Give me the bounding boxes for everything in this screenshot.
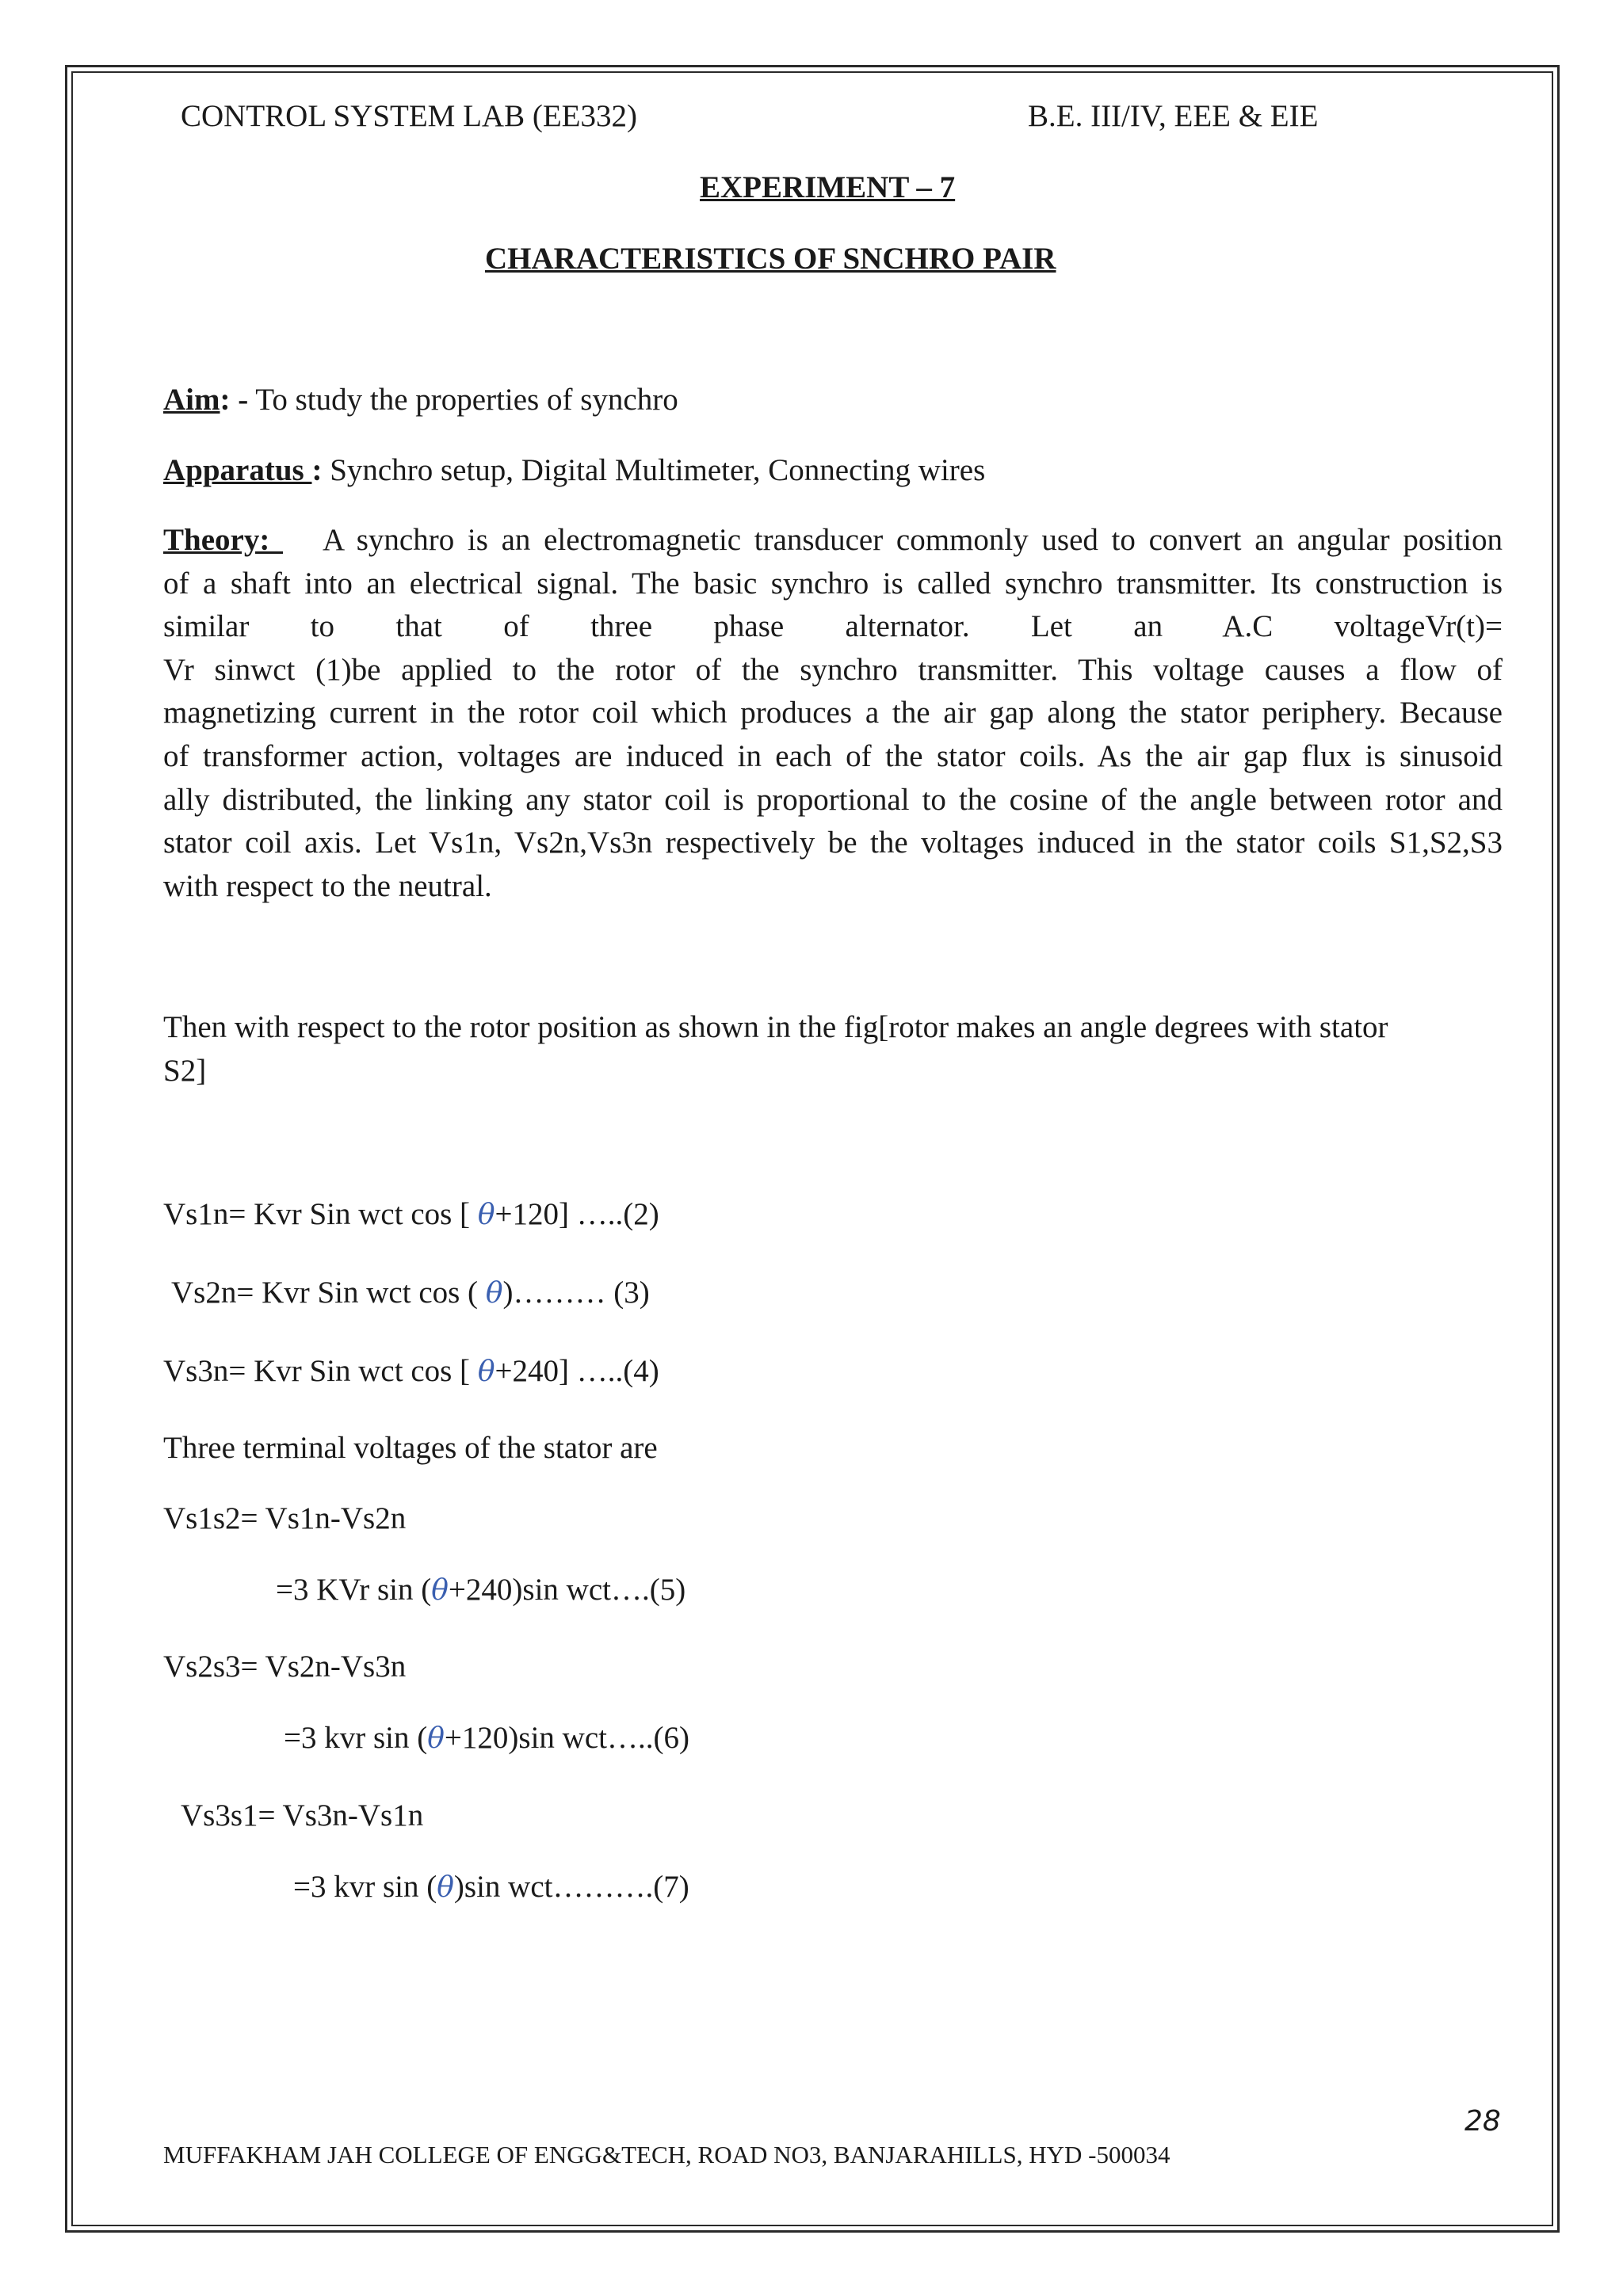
- equation-2: [163, 1199, 659, 1230]
- equation-7: [293, 1871, 689, 1902]
- apparatus-separator: :: [311, 453, 323, 487]
- header-course: CONTROL SYSTEM LAB (EE332): [181, 99, 637, 133]
- theta-symbol: θ: [431, 1574, 449, 1607]
- theory-paragraph: [163, 519, 1503, 908]
- theory-line-2: of a shaft into an electrical signal. The basic synchro is called synchro transmitter. Its construction is: [163, 566, 1503, 601]
- apparatus-line: [163, 455, 985, 486]
- theory-line-6: of transformer action, voltages are induced in each of the stator coils. As the air gap flux is sinusoid: [163, 738, 1503, 773]
- theory-line-9: with respect to the neutral.: [163, 868, 492, 903]
- vs1s2-definition: Vs1s2= Vs1n-Vs2n: [163, 1501, 407, 1535]
- experiment-subtitle: CHARACTERISTICS OF SNCHRO PAIR: [485, 242, 1056, 276]
- aim-text: To study the properties of synchro: [248, 383, 678, 417]
- footer-address: MUFFAKHAM JAH COLLEGE OF ENGG&TECH, ROAD NO3, BANJARAHILLS, HYD -500034: [163, 2141, 1170, 2168]
- page-number: 28: [1465, 2105, 1501, 2138]
- equation-3: [171, 1277, 650, 1308]
- equation-5: [276, 1574, 685, 1605]
- eq2-lhs: Vs1n= Kvr Sin wct cos [: [163, 1197, 478, 1231]
- theory-line-7: ally distributed, the linking any stator coil is proportional to the cosine of the angle between rotor and: [163, 782, 1503, 817]
- theory-line-8: stator coil axis. Let Vs1n, Vs2n,Vs3n respectively be the voltages induced in the stator coils S1,S2,S3: [163, 826, 1503, 860]
- rotor-position-line-1: Then with respect to the rotor position as shown in the fig[rotor makes an angle degrees with stator: [163, 1010, 1388, 1044]
- aim-separator: : -: [220, 383, 249, 417]
- theta-symbol: θ: [485, 1277, 503, 1310]
- theory-vr-label: Vr(t)=: [1425, 609, 1503, 644]
- terminal-voltages-intro: Three terminal voltages of the stator are: [163, 1431, 658, 1465]
- theory-line-4: Vr sinwct (1)be applied to the rotor of the synchro transmitter. This voltage causes a flow of: [163, 652, 1503, 687]
- rotor-position-line-2: S2]: [163, 1054, 207, 1088]
- equation-4: [163, 1356, 659, 1386]
- theta-symbol: θ: [437, 1871, 454, 1904]
- theory-line-3: [163, 605, 1503, 649]
- theory-text-1: A synchro is an electromagnetic transducer commonly used to convert an angular position: [323, 523, 1503, 557]
- vs2s3-definition: Vs2s3= Vs2n-Vs3n: [163, 1650, 407, 1684]
- experiment-title: EXPERIMENT – 7: [700, 170, 956, 204]
- eq6-lhs: =3 kvr sin (: [284, 1721, 428, 1755]
- eq6-rhs: +120)sin wct…..(6): [444, 1721, 689, 1755]
- theory-label: Theory:: [163, 523, 283, 557]
- eq3-lhs: Vs2n= Kvr Sin wct cos (: [171, 1276, 486, 1310]
- eq7-lhs: =3 kvr sin (: [293, 1870, 437, 1904]
- eq5-lhs: =3 KVr sin (: [276, 1573, 432, 1607]
- apparatus-label: Apparatus: [163, 453, 312, 487]
- apparatus-text: Synchro setup, Digital Multimeter, Connecting wires: [322, 453, 986, 487]
- theory-text-3: similar to that of three phase alternator. Let an A.C voltage: [163, 609, 1426, 644]
- theory-line-1: [163, 519, 1503, 563]
- eq2-rhs: +120] …..(2): [495, 1197, 659, 1231]
- equation-6: [284, 1722, 689, 1753]
- theory-line-5: magnetizing current in the rotor coil which produces a the air gap along the stator periphery. Because: [163, 696, 1503, 730]
- eq4-lhs: Vs3n= Kvr Sin wct cos [: [163, 1354, 478, 1388]
- theta-symbol: θ: [477, 1356, 495, 1388]
- header-program: B.E. III/IV, EEE & EIE: [1028, 99, 1319, 133]
- theta-symbol: θ: [477, 1199, 495, 1231]
- eq3-rhs: )……… (3): [502, 1276, 650, 1310]
- aim-line: [163, 384, 678, 415]
- vs3s1-definition: Vs3s1= Vs3n-Vs1n: [181, 1798, 424, 1833]
- theta-symbol: θ: [427, 1722, 445, 1755]
- eq4-rhs: +240] …..(4): [495, 1354, 659, 1388]
- aim-label: Aim: [163, 383, 220, 417]
- eq7-rhs: )sin wct……….(7): [453, 1870, 689, 1904]
- eq5-rhs: +240)sin wct….(5): [448, 1573, 686, 1607]
